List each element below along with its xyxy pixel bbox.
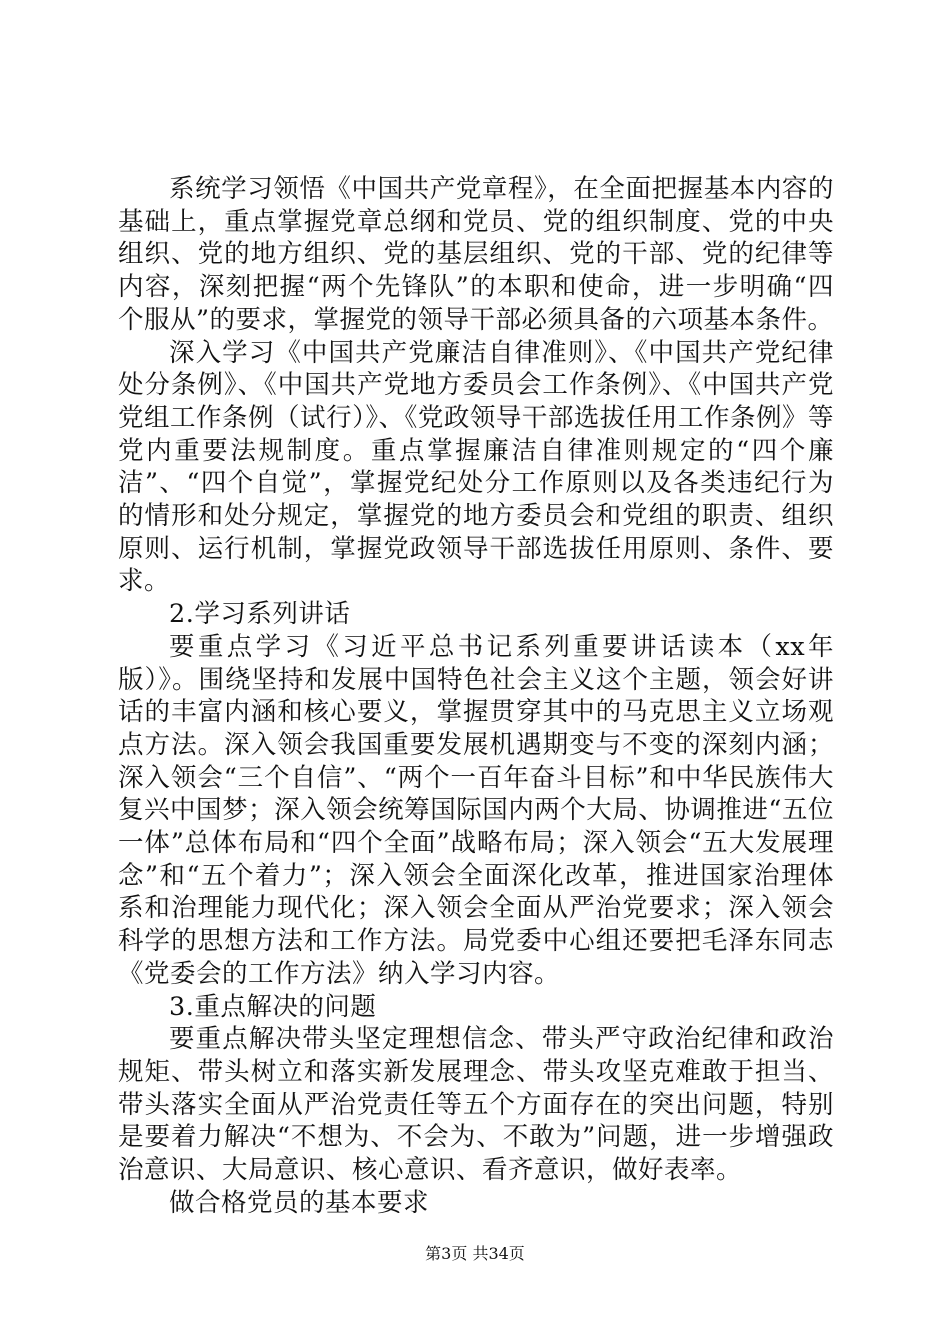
paragraph-key-problems: 要重点解决带头坚定理想信念、带头严守政治纪律和政治规矩、带头树立和落实新发展理念、带头攻坚克难敢于担当、带头落实全面从严治党责任等五个方面存在的突出问题，特别是要着力解决“不想为、不会为、不敢为”问题，进一步增强政治意识、大局意识、核心意识、看齐意识，做好表率。 (118, 1024, 834, 1186)
document-body (118, 173, 834, 1220)
section-heading-study-speeches: 2.学习系列讲话 (169, 599, 351, 630)
section-heading-key-problems: 3.重点解决的问题 (169, 991, 377, 1022)
paragraph-party-constitution: 系统学习领悟《中国共产党章程》，在全面把握基本内容的基础上，重点掌握党章总纲和党员、党的组织制度、党的中央组织、党的地方组织、党的基层组织、党的干部、党的纪律等内容，深刻把握“两个先锋队”的本职和使命，进一步明确“四个服从”的要求，掌握党的领导干部必须具备的六项基本条件。 (118, 174, 834, 335)
paragraph-study-speeches: 要重点学习《习近平总书记系列重要讲话读本（xx年版）》。围绕坚持和发展中国特色社会主义这个主题，领会好讲话的丰富内涵和核心要义，掌握贯穿其中的马克思主义立场观点方法。深入领会我国重要发展机遇期变与不变的深刻内涵；深入领会“三个自信”、“两个一百年奋斗目标”和中华民族伟大复兴中国梦；深入领会统筹国际国内两个大局、协调推进“五位一体”总体布局和“四个全面”战略布局；深入领会“五大发展理念”和“五个着力”；深入领会全面深化改革，推进国家治理体系和治理能力现代化；深入领会全面从严治党要求；深入领会科学的思想方法和工作方法。局党委中心组还要把毛泽东同志《党委会的工作方法》纳入学习内容。 (118, 631, 834, 989)
paragraph-party-regulations: 深入学习《中国共产党廉洁自律准则》、《中国共产党纪律处分条例》、《中国共产党地方委员会工作条例》、《中国共产党党组工作条例（试行）》、《党政领导干部选拔任用工作条例》等党内重要法规制度。重点掌握廉洁自律准则规定的“四个廉洁”、“四个自觉”，掌握党纪处分工作原则以及各类违纪行为的情形和处分规定，掌握党的地方委员会和党组的职责、组织原则、运行机制，掌握党政领导干部选拔任用原则、条件、要求。 (118, 337, 834, 597)
page-number-label: 第3页 共34页 (425, 1244, 525, 1263)
paragraph-basic-requirements: 做合格党员的基本要求 (169, 1187, 430, 1218)
page-footer (0, 1244, 950, 1264)
